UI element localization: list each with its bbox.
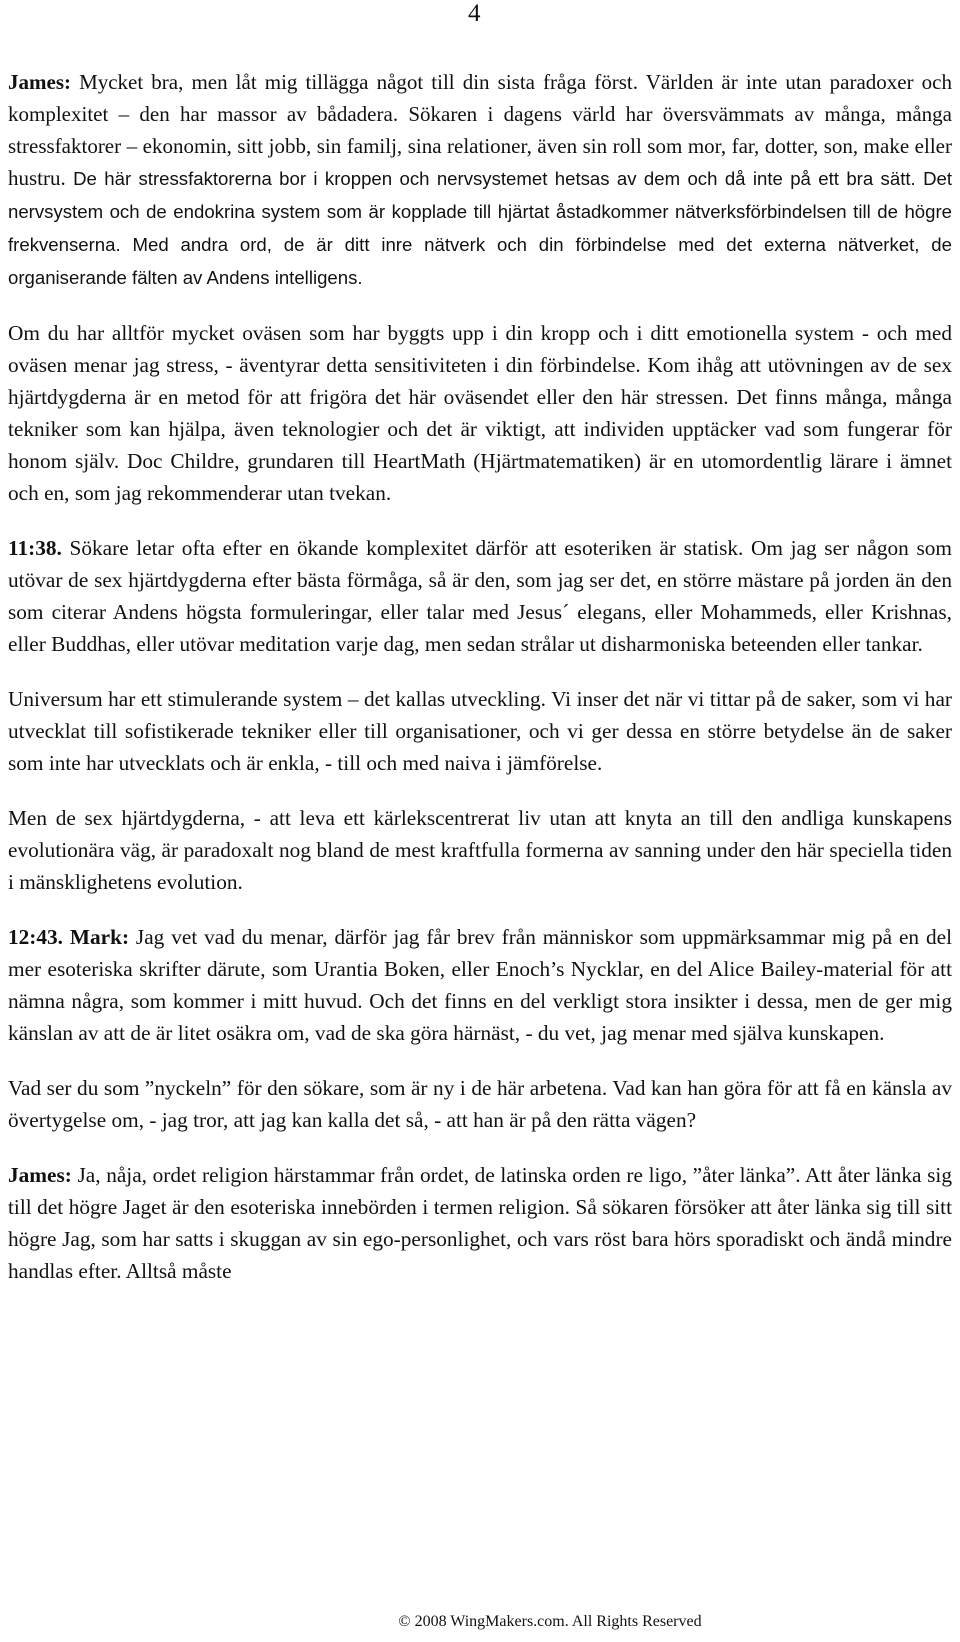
paragraph-1243-mark	[8, 921, 952, 1049]
paragraph-hjartdygder	[8, 802, 952, 898]
paragraph-james-intro	[8, 66, 952, 294]
speaker-label: Mark:	[63, 925, 130, 949]
timestamp-label: 11:38.	[8, 536, 62, 560]
paragraph-noise	[8, 317, 952, 509]
paragraph-text: Sökare letar ofta efter en ökande komplexitet därför att esoteriken är statisk. Om jag ser någon som utövar de sex hjärtdygderna efter bästa förmåga, så är den, som jag ser det, en större mästare på jorden än den som citerar Andens högsta formuleringar, eller talar med Jesus´ elegans, eller Mohammeds, eller Krishnas, eller Buddhas, eller utövar meditation varje dag, men sedan strålar ut disharmoniska beteenden eller tankar.	[8, 536, 952, 656]
paragraph-text-sans: De här stressfaktorerna bor i kroppen och nervsystemet hetsas av dem och då inte på ett bra sätt. Det nervsystem och de endokrina system som är kopplade till hjärtat åstadkommer nätverksförbindelsen till de högre frekvenserna. Med andra ord, de är ditt inre nätverk och din förbindelse med det externa nätverket, de organiserande fälten av Andens intelligens.	[8, 168, 952, 288]
document-body	[8, 66, 952, 1310]
copyright-footer: © 2008 WingMakers.com. All Rights Reserved	[398, 1613, 702, 1630]
paragraph-text: Men de sex hjärtdygderna, - att leva ett kärlekscentrerat liv utan att knyta an till den andliga kunskapens evolutionära väg, är paradoxalt nog bland de mest kraftfulla formerna av sanning under den här speciella tiden i mänsklighetens evolution.	[8, 806, 952, 894]
page-number: 4	[468, 0, 481, 27]
paragraph-text: Jag vet vad du menar, därför jag får brev från människor som uppmärksammar mig på en del mer esoteriska skrifter därute, som Urantia Boken, eller Enoch’s Nycklar, en del Alice Bailey-material för att nämna några, som kommer i mitt huvud. Och det finns en del verkligt stora insikter i dessa, men de ger mig känslan av att de är litet osäkra om, vad de ska göra härnäst, - du vet, jag menar med själva kunskapen.	[8, 925, 952, 1045]
paragraph-question	[8, 1072, 952, 1136]
paragraph-text: Universum har ett stimulerande system – det kallas utveckling. Vi inser det när vi tittar på de saker, som vi har utvecklat till sofistikerade tekniker eller till organisationer, och vi ger dessa en större betydelse än de saker som inte har utvecklats och är enkla, - till och med naiva i jämförelse.	[8, 687, 952, 775]
paragraph-text: Mycket bra, men låt mig tillägga något till din sista fråga först. Världen är inte utan paradoxer och komplexitet – den har massor av bådadera. Sökaren i dagens värld har översvämmats av många, många stressfaktorer – ekonomin, sitt jobb, sin familj, sina relationer, även sin roll som mor, far, dotter, son, make eller hustru.	[8, 70, 952, 190]
paragraph-1138	[8, 532, 952, 660]
paragraph-text: Vad ser du som ”nyckeln” för den sökare, som är ny i de här arbetena. Vad kan han göra för att få en känsla av övertygelse om, - jag tror, att jag kan kalla det så, - att han är på den rätta vägen?	[8, 1076, 952, 1132]
paragraph-text: Ja, nåja, ordet religion härstammar från ordet, de latinska orden re ligo, ”åter länka”. Att åter länka sig till det högre Jaget är den esoteriska innebörden i termen religion. Så sökaren försöker att åter länka sig till sitt högre Jag, som har satts i skuggan av sin ego-personlighet, och vars röst bara hörs sporadiskt och ändå mindre handlas efter. Alltså måste	[8, 1163, 952, 1283]
paragraph-text: Om du har alltför mycket oväsen som har byggts upp i din kropp och i ditt emotionella system - och med oväsen menar jag stress, - äventyrar detta sensitiviteten i din förbindelse. Kom ihåg att utövningen av de sex hjärtdygderna är en metod för att frigöra det här oväsendet eller den här stressen. Det finns många, många tekniker som kan hjälpa, även teknologier och det är viktigt, att individen upptäcker vad som fungerar för honom själv. Doc Childre, grundaren till HeartMath (Hjärtmatematiken) är en utomordentlig lärare i ämnet och en, som jag rekommenderar utan tvekan.	[8, 321, 952, 505]
paragraph-universum	[8, 683, 952, 779]
speaker-label: James:	[8, 1163, 72, 1187]
speaker-label: James:	[8, 70, 71, 94]
paragraph-james-religion	[8, 1159, 952, 1287]
timestamp-label: 12:43.	[8, 925, 64, 949]
